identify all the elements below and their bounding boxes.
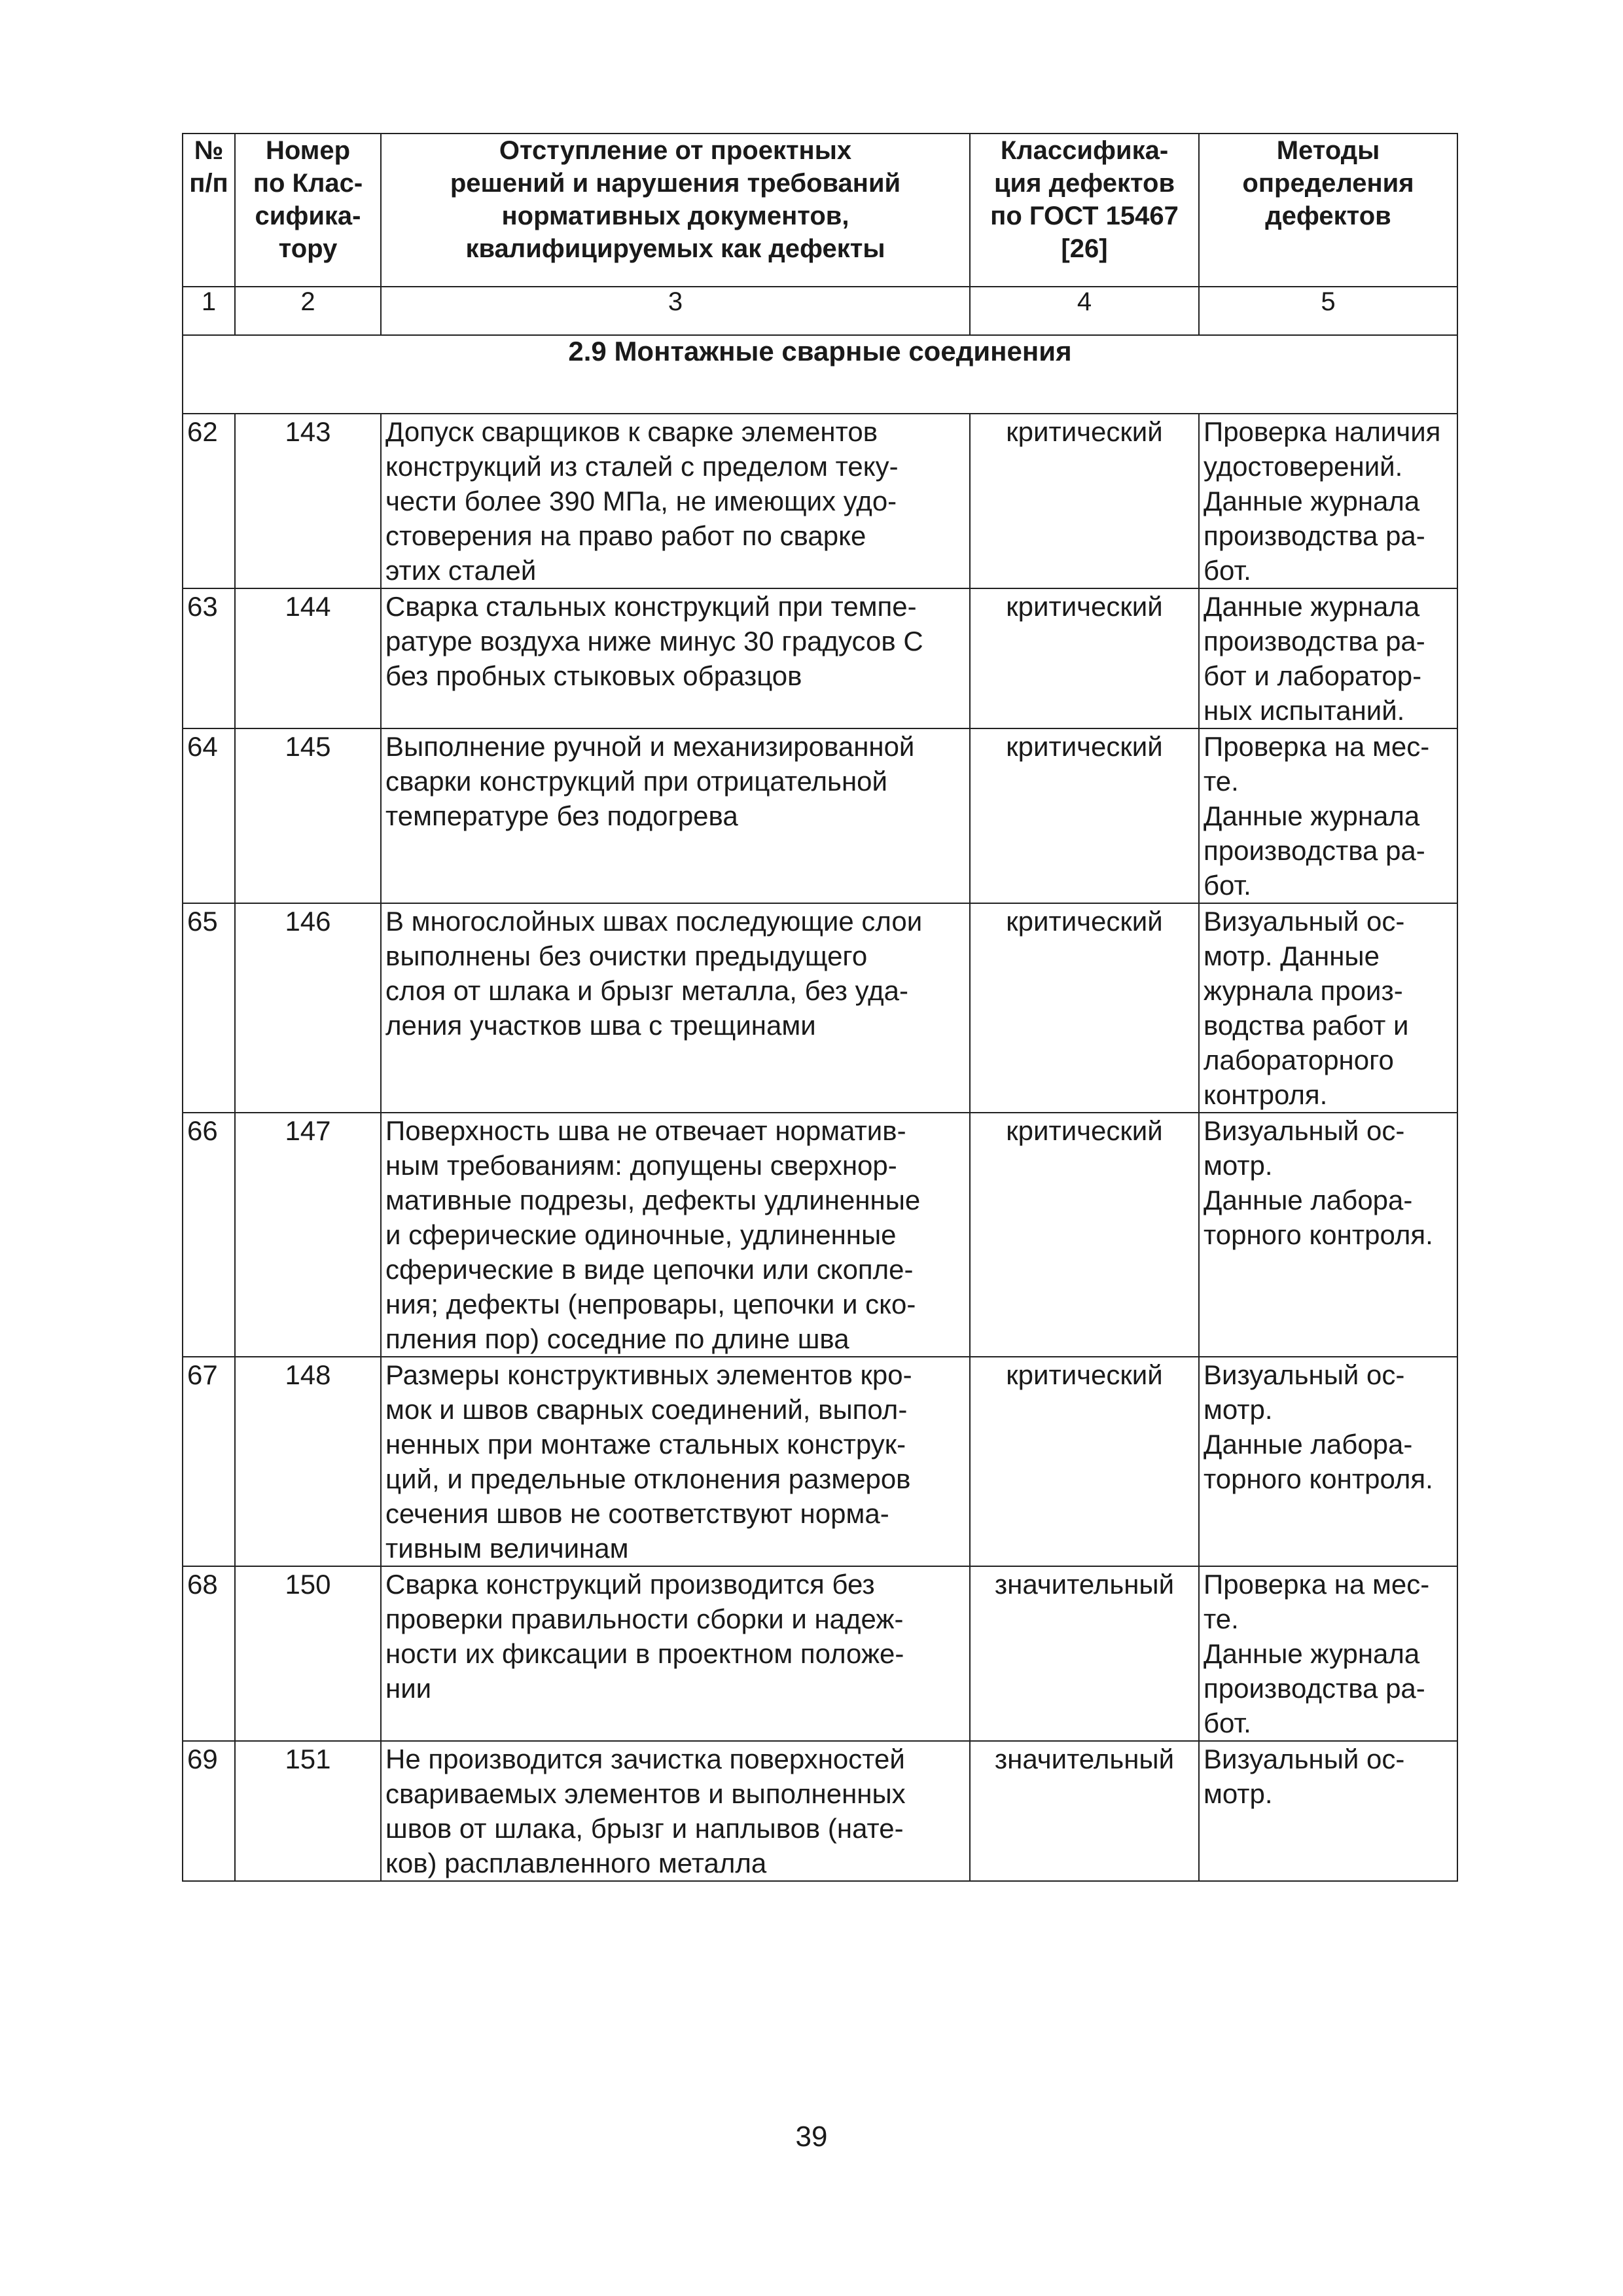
desc-line: этих сталей bbox=[385, 555, 537, 586]
method-line: бот. bbox=[1204, 555, 1251, 586]
defect-classification: критический bbox=[970, 728, 1199, 903]
method-line: те. bbox=[1204, 1604, 1239, 1634]
classifier-code: 145 bbox=[235, 728, 381, 903]
table-row bbox=[183, 728, 1457, 903]
column-number: 5 bbox=[1199, 287, 1457, 335]
method-line: торного контроля. bbox=[1204, 1463, 1433, 1494]
desc-line: свариваемых элементов и выполненных bbox=[385, 1778, 906, 1809]
deviation-description bbox=[381, 903, 970, 1113]
classifier-code: 151 bbox=[235, 1741, 381, 1881]
defect-classification: критический bbox=[970, 414, 1199, 588]
desc-line: проверки правильности сборки и надеж- bbox=[385, 1604, 904, 1634]
desc-line: слоя от шлака и брызг металла, без уда- bbox=[385, 975, 909, 1006]
deviation-description bbox=[381, 1113, 970, 1357]
desc-line: мок и швов сварных соединений, выпол- bbox=[385, 1394, 908, 1425]
method-line: торного контроля. bbox=[1204, 1219, 1433, 1250]
detection-method bbox=[1199, 1741, 1457, 1881]
detection-method bbox=[1199, 728, 1457, 903]
method-line: мотр. bbox=[1204, 1394, 1273, 1425]
row-number: 68 bbox=[183, 1566, 235, 1741]
method-line: мотр. bbox=[1204, 1778, 1273, 1809]
method-line: Данные журнала bbox=[1204, 591, 1420, 622]
desc-line: ненных при монтаже стальных конструк- bbox=[385, 1429, 906, 1460]
method-line: удостоверений. bbox=[1204, 451, 1403, 482]
method-line: бот. bbox=[1204, 870, 1251, 901]
deviation-description bbox=[381, 728, 970, 903]
desc-line: ности их фиксации в проектном положе- bbox=[385, 1638, 904, 1669]
row-number: 64 bbox=[183, 728, 235, 903]
defect-classification: критический bbox=[970, 903, 1199, 1113]
desc-line: Выполнение ручной и механизированной bbox=[385, 731, 915, 762]
desc-line: конструкций из сталей с пределом теку- bbox=[385, 451, 899, 482]
detection-method bbox=[1199, 414, 1457, 588]
defect-classification: значительный bbox=[970, 1741, 1199, 1881]
method-line: Проверка наличия bbox=[1204, 416, 1441, 447]
desc-line: В многослойных швах последующие слои bbox=[385, 906, 923, 937]
classifier-code: 150 bbox=[235, 1566, 381, 1741]
table-row bbox=[183, 414, 1457, 588]
desc-line: Допуск сварщиков к сварке элементов bbox=[385, 416, 878, 447]
deviation-description bbox=[381, 1566, 970, 1741]
detection-method bbox=[1199, 1113, 1457, 1357]
desc-line: ратуре воздуха ниже минус 30 градусов С bbox=[385, 626, 923, 656]
header-col-number: № п/п bbox=[183, 134, 235, 287]
column-number: 3 bbox=[381, 287, 970, 335]
table-row bbox=[183, 1113, 1457, 1357]
table-row bbox=[183, 1741, 1457, 1881]
desc-line: сварки конструкций при отрицательной bbox=[385, 766, 887, 797]
method-line: ных испытаний. bbox=[1204, 695, 1405, 726]
section-title-row bbox=[183, 335, 1457, 414]
detection-method bbox=[1199, 588, 1457, 728]
column-number-row bbox=[183, 287, 1457, 335]
method-line: Визуальный ос- bbox=[1204, 1115, 1405, 1146]
detection-method bbox=[1199, 1357, 1457, 1566]
desc-line: стоверения на право работ по сварке bbox=[385, 520, 866, 551]
detection-method bbox=[1199, 903, 1457, 1113]
desc-line: без пробных стыковых образцов bbox=[385, 660, 802, 691]
method-line: Данные лабора- bbox=[1204, 1429, 1413, 1460]
deviation-description bbox=[381, 588, 970, 728]
desc-line: температуре без подогрева bbox=[385, 800, 738, 831]
deviation-description bbox=[381, 414, 970, 588]
table-header-row bbox=[183, 134, 1457, 287]
section-title: 2.9 Монтажные сварные соединения bbox=[183, 335, 1457, 414]
method-line: те. bbox=[1204, 766, 1239, 797]
defect-classification: значительный bbox=[970, 1566, 1199, 1741]
row-number: 69 bbox=[183, 1741, 235, 1881]
desc-line: ным требованиям: допущены сверхнор- bbox=[385, 1150, 897, 1181]
method-line: Проверка на мес- bbox=[1204, 731, 1430, 762]
classifier-code: 146 bbox=[235, 903, 381, 1113]
table-row bbox=[183, 1566, 1457, 1741]
method-line: лабораторного bbox=[1204, 1045, 1394, 1075]
deviation-description bbox=[381, 1357, 970, 1566]
desc-line: Размеры конструктивных элементов кро- bbox=[385, 1359, 912, 1390]
table-row bbox=[183, 588, 1457, 728]
method-line: Проверка на мес- bbox=[1204, 1569, 1430, 1600]
table-row bbox=[183, 903, 1457, 1113]
desc-line: Поверхность шва не отвечает норматив- bbox=[385, 1115, 906, 1146]
row-number: 62 bbox=[183, 414, 235, 588]
header-col-methods: Методы определения дефектов bbox=[1199, 134, 1457, 287]
page-number: 39 bbox=[795, 2121, 828, 2153]
method-line: Данные журнала bbox=[1204, 486, 1420, 516]
method-line: производства ра- bbox=[1204, 520, 1425, 551]
desc-line: ков) расплавленного металла bbox=[385, 1848, 767, 1878]
defect-classification: критический bbox=[970, 1113, 1199, 1357]
method-line: водства работ и bbox=[1204, 1010, 1409, 1041]
desc-line: сечения швов не соответствуют норма- bbox=[385, 1498, 889, 1529]
header-col-classifier: Номер по Клас- сифика- тору bbox=[235, 134, 381, 287]
deviation-description bbox=[381, 1741, 970, 1881]
desc-line: пления пор) соседние по длине шва bbox=[385, 1323, 849, 1354]
column-number: 1 bbox=[183, 287, 235, 335]
method-line: Визуальный ос- bbox=[1204, 1744, 1405, 1774]
method-line: Данные лабора- bbox=[1204, 1185, 1413, 1215]
row-number: 66 bbox=[183, 1113, 235, 1357]
classifier-code: 144 bbox=[235, 588, 381, 728]
desc-line: мативные подрезы, дефекты удлиненные bbox=[385, 1185, 921, 1215]
method-line: мотр. bbox=[1204, 1150, 1273, 1181]
desc-line: чести более 390 МПа, не имеющих удо- bbox=[385, 486, 897, 516]
desc-line: ления участков шва с трещинами bbox=[385, 1010, 816, 1041]
defect-classification: критический bbox=[970, 588, 1199, 728]
method-line: Данные журнала bbox=[1204, 800, 1420, 831]
detection-method bbox=[1199, 1566, 1457, 1741]
table-row bbox=[183, 1357, 1457, 1566]
desc-line: нии bbox=[385, 1673, 432, 1704]
desc-line: и сферические одиночные, удлиненные bbox=[385, 1219, 897, 1250]
row-number: 65 bbox=[183, 903, 235, 1113]
method-line: производства ра- bbox=[1204, 835, 1425, 866]
classifier-code: 148 bbox=[235, 1357, 381, 1566]
desc-line: ния; дефекты (непровары, цепочки и ско- bbox=[385, 1289, 916, 1319]
method-line: Визуальный ос- bbox=[1204, 906, 1405, 937]
method-line: бот. bbox=[1204, 1708, 1251, 1738]
method-line: производства ра- bbox=[1204, 626, 1425, 656]
defects-table bbox=[182, 133, 1458, 1882]
method-line: Визуальный ос- bbox=[1204, 1359, 1405, 1390]
defect-classification: критический bbox=[970, 1357, 1199, 1566]
row-number: 67 bbox=[183, 1357, 235, 1566]
desc-line: Сварка стальных конструкций при темпе- bbox=[385, 591, 917, 622]
classifier-code: 143 bbox=[235, 414, 381, 588]
desc-line: Не производится зачистка поверхностей bbox=[385, 1744, 905, 1774]
desc-line: ций, и предельные отклонения размеров bbox=[385, 1463, 911, 1494]
desc-line: тивным величинам bbox=[385, 1533, 629, 1564]
method-line: производства ра- bbox=[1204, 1673, 1425, 1704]
header-col-deviation: Отступление от проектных решений и нарушения требований нормативных документов, квалифицируемых как дефекты bbox=[381, 134, 970, 287]
desc-line: выполнены без очистки предыдущего bbox=[385, 941, 868, 971]
desc-line: Сварка конструкций производится без bbox=[385, 1569, 875, 1600]
header-col-classification: Классифика- ция дефектов по ГОСТ 15467 [26] bbox=[970, 134, 1199, 287]
method-line: Данные журнала bbox=[1204, 1638, 1420, 1669]
desc-line: швов от шлака, брызг и наплывов (нате- bbox=[385, 1813, 904, 1844]
column-number: 2 bbox=[235, 287, 381, 335]
method-line: мотр. Данные bbox=[1204, 941, 1380, 971]
method-line: журнала произ- bbox=[1204, 975, 1403, 1006]
method-line: контроля. bbox=[1204, 1079, 1328, 1110]
desc-line: сферические в виде цепочки или скопле- bbox=[385, 1254, 914, 1285]
method-line: бот и лаборатор- bbox=[1204, 660, 1422, 691]
column-number: 4 bbox=[970, 287, 1199, 335]
classifier-code: 147 bbox=[235, 1113, 381, 1357]
row-number: 63 bbox=[183, 588, 235, 728]
